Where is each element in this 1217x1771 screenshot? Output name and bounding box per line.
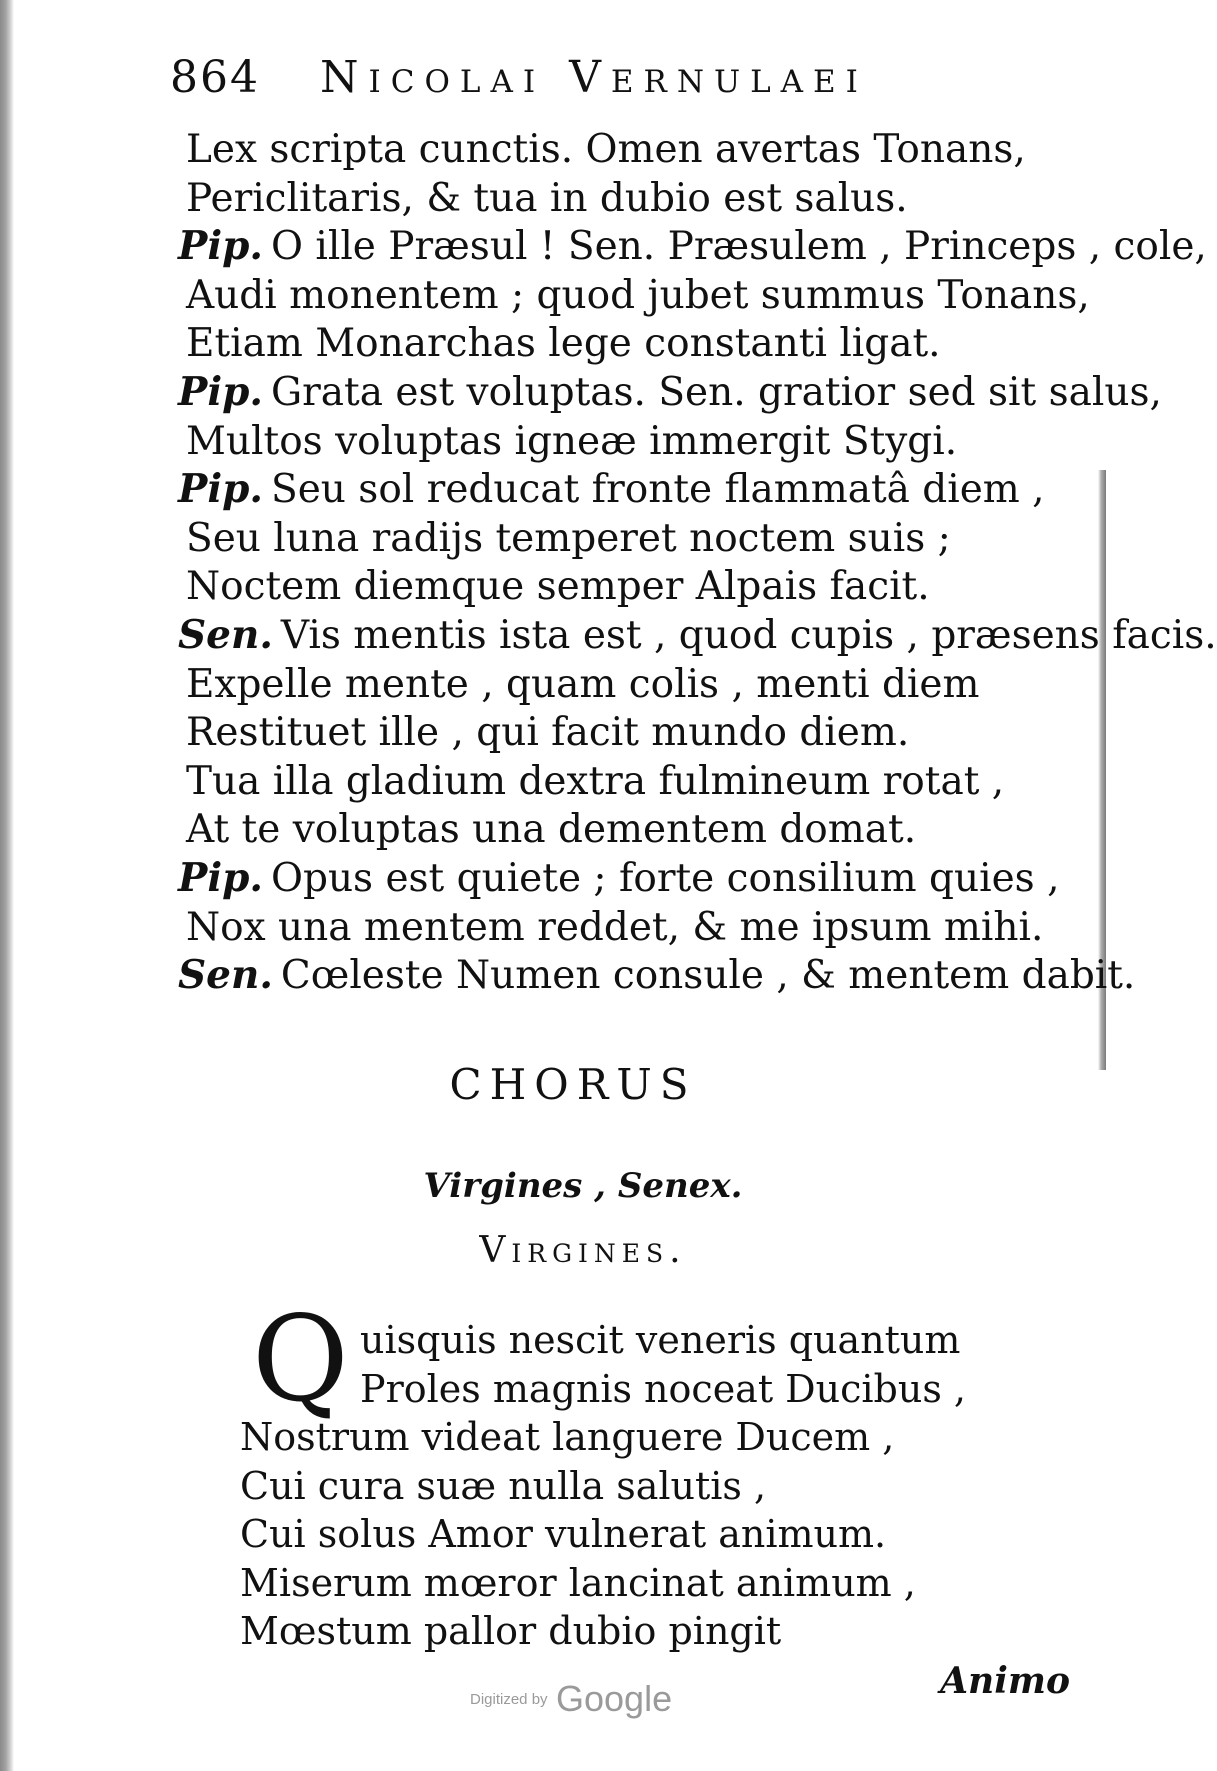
chorus-line: uisquis nescit veneris quantum [360,1318,961,1362]
verse-text: Tua illa gladium dextra fulmineum rotat , [186,758,1005,804]
speaker-label: Pip. [178,223,263,270]
chorus-line: Proles magnis noceat Ducibus , [360,1366,967,1411]
verse-text: Seu luna radijs temperet noctem suis ; [186,515,951,561]
verse-line [178,805,1078,854]
verse-line [178,514,1078,563]
speaker-label: Pip. [178,368,263,415]
chorus-line: Mœstum pallor dubio pingit [240,1609,782,1653]
verse-line [178,854,1078,903]
verse-line [178,222,1207,271]
chorus-personae: Virgines , Senex. [423,1166,743,1206]
verse-line [178,465,1078,514]
verse-line [178,757,1078,806]
verse-line [178,271,1090,320]
verse-line [178,125,1078,174]
chorus-line: Cui cura suæ nulla salutis , [240,1463,767,1508]
verse-text: Opus est quiete ; forte consilium quies , [271,855,1060,901]
verse-line [178,611,1217,660]
verse-text: Lex scripta cunctis. Omen avertas Tonans, [186,127,1026,172]
verse-line [178,174,1078,223]
verse-text: Vis mentis ista est , quod cupis , præsens facis. [280,612,1217,658]
page-header [170,52,930,112]
chorus-line: Cui solus Amor vulnerat animum. [240,1512,887,1556]
verse-text: Audi monentem ; quod jubet summus Tonans, [186,272,1090,318]
verse-line [178,903,1078,952]
page-number: 864 [170,52,260,103]
verse-text: Cœleste Numen consule , & mentem dabit. [280,953,1136,999]
verse-line [178,660,1078,709]
chorus-title: CHORUS [449,1060,697,1109]
verse-text: Periclitaris, & tua in dubio est salus. [186,175,908,221]
verse-line [178,562,1078,611]
running-head: Nicolai Vernulaei [320,52,868,103]
verse-line [178,951,1136,1000]
watermark-prefix: Digitized by [470,1690,548,1708]
verse-text: Restituet ille , qui facit mundo diem. [186,710,910,756]
verse-line [178,368,1162,417]
verse-line [178,417,1078,466]
page-edge-shadow-left [0,0,14,1771]
verse-text: Nox una mentem reddet, & me ipsum mihi. [186,904,1044,950]
verse-text: Expelle mente , quam colis , menti diem [186,661,980,707]
drop-cap-initial: Q [252,1290,349,1428]
verse-text: Multos voluptas igneæ immergit Stygi. [186,418,958,464]
digitized-watermark [470,1678,672,1720]
watermark-brand: Google [556,1678,673,1719]
verse-line [178,319,1078,368]
chorus-verse [240,1316,1060,1656]
chorus-speaker-heading: Virgines. [479,1230,687,1271]
verse-text: Etiam Monarchas lege constanti ligat. [186,321,941,367]
speaker-label: Pip. [178,854,263,901]
verse-text: Grata est voluptas. Sen. gratior sed sit salus, [271,369,1162,415]
catchword: Animo [940,1660,1070,1702]
verse-text: At te voluptas una dementem domat. [186,807,917,853]
verse-text: Noctem diemque semper Alpais facit. [186,564,930,610]
dialogue-verse [178,125,1217,1000]
verse-line [178,708,1078,757]
verse-text: Seu sol reducat fronte flammatâ diem , [271,467,1045,513]
verse-text: O ille Præsul ! Sen. Præsulem , Princeps , cole, [271,224,1207,270]
speaker-label: Sen. [178,611,273,658]
speaker-label: Sen. [178,952,273,999]
chorus-line: Nostrum videat languere Ducem , [240,1415,895,1459]
chorus-line: Miserum mœror lancinat animum , [240,1560,916,1605]
speaker-label: Pip. [178,466,263,513]
